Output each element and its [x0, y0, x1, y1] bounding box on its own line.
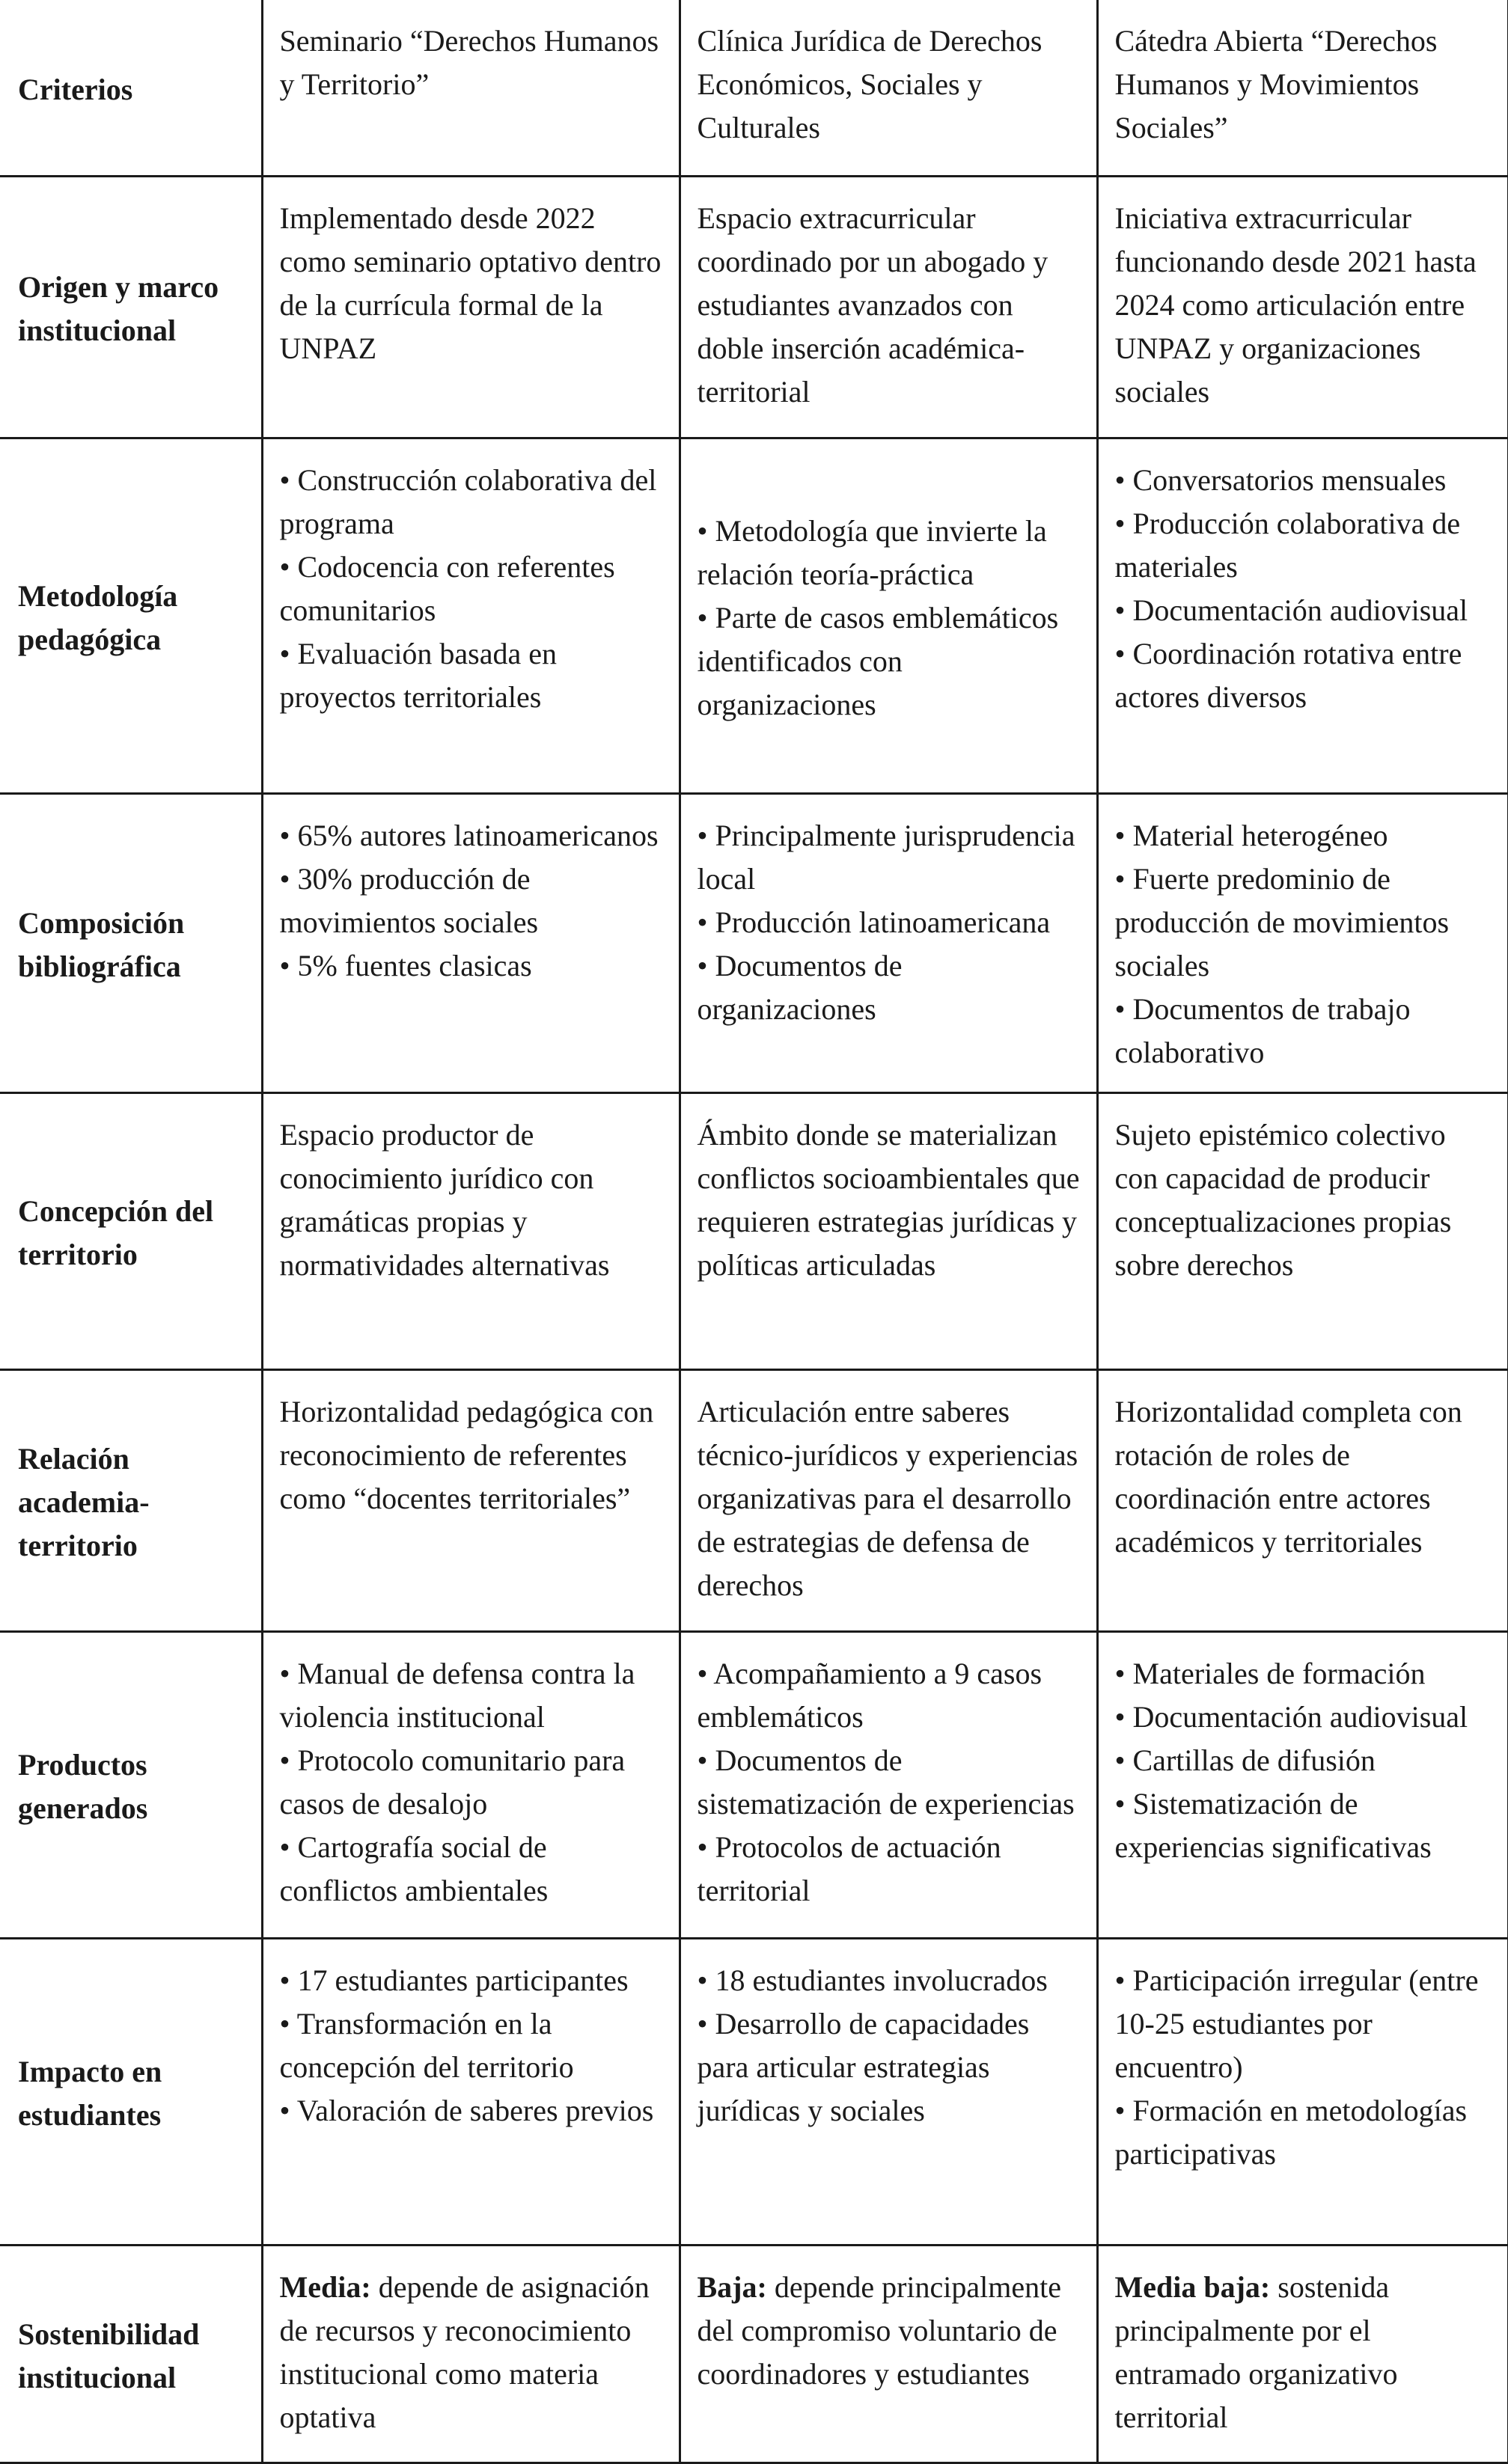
- list-item: • Documentos de organizaciones: [697, 948, 903, 1026]
- rating-text: depende principalmente del compromiso voluntario de coordinadores y estudiantes: [697, 2269, 1061, 2391]
- cell-clinica: [680, 2245, 1097, 2463]
- cell-catedra: [1097, 793, 1508, 1092]
- row-productos: [0, 1631, 1508, 1938]
- header-row: [0, 0, 1508, 176]
- list-item: • Cartillas de difusión: [1114, 1743, 1376, 1777]
- list-item: • 65% autores latinoamericanos: [279, 818, 659, 852]
- cell-seminario: [262, 793, 680, 1092]
- cell-clinica: [680, 1631, 1097, 1938]
- cell-clinica: [680, 438, 1097, 793]
- cell-clinica: Articulación entre saberes técnico-jurídicos y experiencias organizativas para el desarrollo de estrategias de defensa de derechos: [680, 1369, 1097, 1631]
- list-item: • Documentos de trabajo colaborativo: [1114, 991, 1411, 1069]
- list-item: • Documentación audiovisual: [1114, 1699, 1468, 1734]
- list-item: • Fuerte predominio de producción de movimientos sociales: [1114, 861, 1450, 982]
- criterion-label: Concepción del territorio: [0, 1092, 262, 1369]
- list-item: • Transformación en la concepción del territorio: [279, 2006, 574, 2084]
- list-item: • Producción colaborativa de materiales: [1114, 506, 1461, 584]
- list-item: • Acompañamiento a 9 casos emblemáticos: [697, 1656, 1043, 1734]
- list-item: • Documentos de sistematización de experiencias: [697, 1743, 1075, 1821]
- row-territorio: [0, 1092, 1508, 1369]
- rating-text: sostenida principalmente por el entramado organizativo territorial: [1114, 2269, 1398, 2434]
- list-item: • Participación irregular (entre 10-25 estudiantes por encuentro): [1114, 1963, 1479, 2084]
- cell-catedra: [1097, 438, 1508, 793]
- list-item: • Conversatorios mensuales: [1114, 462, 1447, 497]
- list-item: • Material heterogéneo: [1114, 818, 1388, 852]
- list-item: • Construcción colaborativa del programa: [279, 462, 657, 540]
- list-item: • Sistematización de experiencias significativas: [1114, 1786, 1432, 1864]
- list-item: • Manual de defensa contra la violencia institucional: [279, 1656, 635, 1734]
- cell-catedra: [1097, 1631, 1508, 1938]
- list-item: • Materiales de formación: [1114, 1656, 1426, 1690]
- list-item: • Parte de casos emblemáticos identificados con organizaciones: [697, 600, 1059, 721]
- list-item: • Desarrollo de capacidades para articular estrategias jurídicas y sociales: [697, 2006, 1030, 2127]
- list-item: • 5% fuentes clasicas: [279, 948, 532, 982]
- rating-label: Media:: [279, 2269, 371, 2304]
- cell-catedra: [1097, 1938, 1508, 2245]
- rating-label: Baja:: [697, 2269, 767, 2304]
- header-catedra: Cátedra Abierta “Derechos Humanos y Movimientos Sociales”: [1097, 0, 1508, 176]
- list-item: • 18 estudiantes involucrados: [697, 1963, 1048, 1997]
- criterion-label: Impacto en estudiantes: [0, 1938, 262, 2245]
- cell-catedra: Iniciativa extracurricular funcionando desde 2021 hasta 2024 como articulación entre UNPAZ y organizaciones sociales: [1097, 176, 1508, 438]
- row-metodologia: [0, 438, 1508, 793]
- criterion-label: Sostenibilidad institucional: [0, 2245, 262, 2463]
- list-item: • Evaluación basada en proyectos territoriales: [279, 636, 558, 714]
- criterion-label: Origen y marco institucional: [0, 176, 262, 438]
- cell-catedra: Sujeto epistémico colectivo con capacidad de producir conceptualizaciones propias sobre derechos: [1097, 1092, 1508, 1369]
- cell-seminario: Implementado desde 2022 como seminario optativo dentro de la currícula formal de la UNPAZ: [262, 176, 680, 438]
- list-item: • Producción latinoamericana: [697, 905, 1051, 939]
- list-item: • Valoración de saberes previos: [279, 2093, 654, 2127]
- row-sostenibilidad: [0, 2245, 1508, 2463]
- list-item: • Codocencia con referentes comunitarios: [279, 549, 615, 627]
- cell-seminario: [262, 438, 680, 793]
- list-item: • Documentación audiovisual: [1114, 593, 1468, 627]
- cell-seminario: [262, 1631, 680, 1938]
- list-item: • Coordinación rotativa entre actores diversos: [1114, 636, 1462, 714]
- cell-catedra: Horizontalidad completa con rotación de roles de coordinación entre actores académicos y territoriales: [1097, 1369, 1508, 1631]
- criterion-label: Composición bibliográfica: [0, 793, 262, 1092]
- header-criteria: Criterios: [0, 0, 262, 176]
- rating-text: depende de asignación de recursos y reconocimiento institucional como materia optativa: [279, 2269, 650, 2434]
- list-item: • Principalmente jurisprudencia local: [697, 818, 1075, 896]
- list-item: • Metodología que invierte la relación teoría-práctica: [697, 513, 1047, 591]
- list-item: • 17 estudiantes participantes: [279, 1963, 629, 1997]
- cell-clinica: [680, 793, 1097, 1092]
- list-item: • Formación en metodologías participativas: [1114, 2093, 1468, 2171]
- header-clinica: Clínica Jurídica de Derechos Económicos, Sociales y Culturales: [680, 0, 1097, 176]
- list-item: • Cartografía social de conflictos ambientales: [279, 1829, 549, 1907]
- criterion-label: Relación academia-territorio: [0, 1369, 262, 1631]
- cell-seminario: [262, 1938, 680, 2245]
- row-origen: [0, 176, 1508, 438]
- cell-clinica: Ámbito donde se materializan conflictos socioambientales que requieren estrategias jurídicas y políticas articuladas: [680, 1092, 1097, 1369]
- criterion-label: Productos generados: [0, 1631, 262, 1938]
- cell-clinica: [680, 1938, 1097, 2245]
- cell-catedra: [1097, 2245, 1508, 2463]
- cell-seminario: [262, 2245, 680, 2463]
- cell-clinica: Espacio extracurricular coordinado por un abogado y estudiantes avanzados con doble inserción académica-territorial: [680, 176, 1097, 438]
- cell-seminario: Espacio productor de conocimiento jurídico con gramáticas propias y normatividades alternativas: [262, 1092, 680, 1369]
- list-item: • Protocolo comunitario para casos de desalojo: [279, 1743, 626, 1821]
- rating-label: Media baja:: [1114, 2269, 1271, 2304]
- list-item: • 30% producción de movimientos sociales: [279, 861, 539, 939]
- cell-seminario: Horizontalidad pedagógica con reconocimiento de referentes como “docentes territoriales”: [262, 1369, 680, 1631]
- row-bibliografia: [0, 793, 1508, 1092]
- criterion-label: Metodología pedagógica: [0, 438, 262, 793]
- header-seminario: Seminario “Derechos Humanos y Territorio”: [262, 0, 680, 176]
- list-item: • Protocolos de actuación territorial: [697, 1829, 1001, 1907]
- row-impacto: [0, 1938, 1508, 2245]
- row-relacion: [0, 1369, 1508, 1631]
